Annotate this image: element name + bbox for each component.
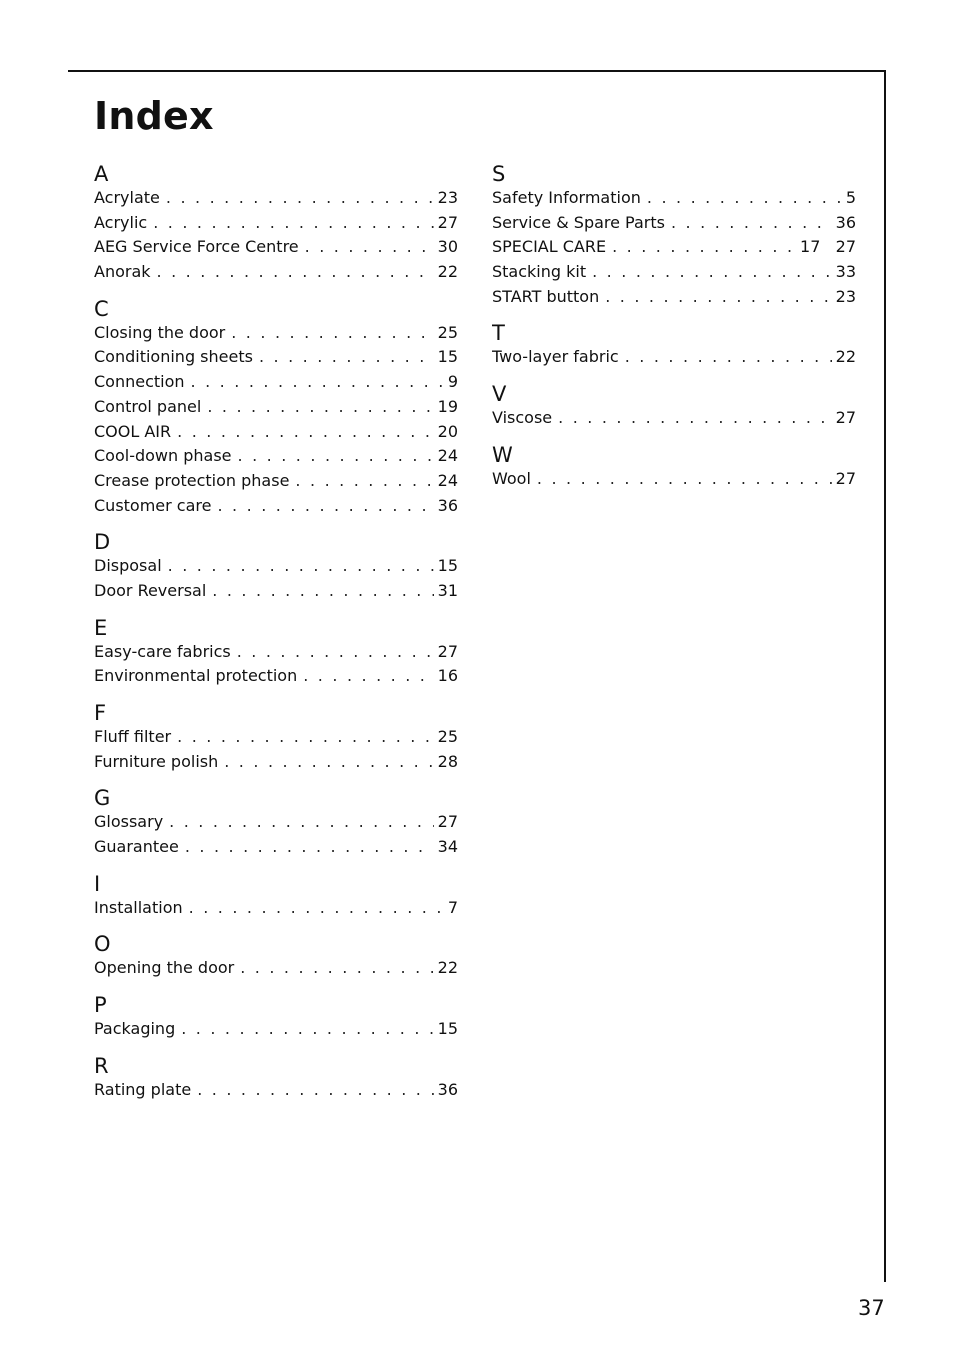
dot-leader [157, 260, 434, 285]
index-entry-page: 36 [437, 1079, 458, 1099]
index-entry-page: 36 [437, 495, 458, 515]
index-entry-page: 15 [437, 556, 458, 576]
dot-leader [558, 406, 832, 431]
index-entry [94, 896, 458, 921]
index-entry [94, 810, 458, 835]
index-entry [94, 370, 458, 395]
dot-leader [605, 285, 831, 310]
index-entry-page: 27 [437, 212, 458, 232]
index-entry-term: Fluff filter [94, 727, 172, 746]
index-letter-heading: E [94, 615, 108, 640]
dot-leader [177, 725, 434, 750]
index-entry-page: 24 [437, 446, 458, 466]
index-entry-term: Rating plate [94, 1079, 192, 1099]
dot-leader [625, 345, 832, 370]
index-entry [492, 260, 856, 285]
index-entry-page: 15 [437, 347, 458, 367]
dot-leader [259, 345, 434, 370]
index-entry-page: 15 [437, 1019, 458, 1039]
index-entry-term: Safety Information [492, 188, 641, 207]
index-entry-page: 22 [835, 347, 856, 367]
index-entry-term: Crease protection phase [94, 470, 290, 490]
index-entry-term: Guarantee [94, 837, 179, 857]
dot-leader [217, 494, 433, 519]
dot-leader [240, 956, 433, 981]
index-letter-heading: C [94, 296, 109, 321]
index-entry-term: Disposal [94, 556, 162, 576]
dot-leader [168, 554, 434, 579]
index-entry-page: 22 [437, 958, 458, 978]
index-entry-term: Connection [94, 372, 185, 392]
index-entry [492, 406, 856, 431]
index-entry-term: Anorak [94, 262, 151, 282]
index-entry-page: 22 [437, 262, 458, 282]
page-number: 37 [858, 1296, 885, 1320]
index-letter-heading: W [492, 442, 513, 467]
index-entry-page: 25 [437, 727, 458, 746]
right-rule [884, 70, 886, 1282]
index-entry [94, 345, 458, 370]
index-entry [94, 469, 458, 494]
index-entry-term: Packaging [94, 1019, 176, 1039]
index-entry [94, 494, 458, 519]
index-entry-term: Furniture polish [94, 751, 219, 771]
index-letter-heading: F [94, 701, 107, 725]
dot-leader [191, 370, 444, 395]
index-entry [94, 554, 458, 579]
index-entry [94, 835, 458, 860]
index-entry [94, 235, 458, 260]
dot-leader [197, 1078, 433, 1103]
dot-leader [237, 640, 434, 665]
dot-leader [231, 321, 433, 346]
index-entry-term: Two-layer fabric [492, 347, 619, 367]
index-letter-heading: D [94, 530, 111, 555]
index-letter-heading: I [94, 871, 101, 896]
index-entry-term: Cool-down phase [94, 446, 232, 466]
index-entry [94, 664, 458, 689]
index-entry-term: Wool [492, 468, 531, 488]
index-entry [94, 640, 458, 665]
dot-leader [185, 835, 434, 860]
index-entry [94, 1017, 458, 1042]
dot-leader [212, 579, 433, 604]
index-entry-term: Acrylic [94, 212, 148, 232]
index-entry-page: 23 [437, 188, 458, 207]
index-entry-term: Customer care [94, 495, 212, 515]
index-entry [492, 211, 856, 236]
index-entry-page: 20 [437, 421, 458, 441]
index-entry-term: Environmental protection [94, 666, 298, 686]
index-entry-term: Easy-care fabrics [94, 641, 231, 661]
index-entry-term: Service & Spare Parts [492, 212, 665, 232]
index-entry-term: AEG Service Force Centre [94, 237, 299, 257]
top-rule [68, 70, 886, 72]
index-entry [94, 260, 458, 285]
dot-leader [224, 750, 433, 775]
index-entry [492, 345, 856, 370]
index-column-left [94, 162, 458, 1103]
index-letter-heading: R [94, 1053, 109, 1078]
index-entry [94, 725, 458, 750]
index-entry [94, 444, 458, 469]
index-letter-heading: V [492, 382, 507, 407]
index-entry-page: 7 [447, 897, 458, 917]
index-entry-page: 27 [437, 641, 458, 661]
index-entry-term: Installation [94, 897, 183, 917]
index-entry-page: 27 [835, 468, 856, 488]
index-entry-term: Glossary [94, 812, 164, 832]
index-entry-page: 17 27 [800, 237, 856, 257]
dot-leader [537, 467, 832, 492]
page-title: Index [94, 94, 214, 138]
index-entry-page: 23 [835, 286, 856, 306]
index-entry-page: 31 [437, 580, 458, 600]
dot-leader [189, 896, 444, 921]
dot-leader [592, 260, 832, 285]
index-entry [94, 1078, 458, 1103]
dot-leader [177, 420, 434, 445]
dot-leader [207, 395, 433, 420]
dot-leader [295, 469, 433, 494]
index-entry-term: Closing the door [94, 322, 226, 342]
dot-leader [181, 1017, 433, 1042]
index-entry-page: 9 [447, 372, 458, 392]
index-entry [94, 321, 458, 346]
index-entry-term: Acrylate [94, 188, 160, 207]
index-entry [492, 285, 856, 310]
index-entry-page: 16 [437, 666, 458, 686]
index-entry-page: 24 [437, 470, 458, 490]
index-entry-page: 19 [437, 396, 458, 416]
index-entry-term: Opening the door [94, 958, 235, 978]
dot-leader [238, 444, 434, 469]
index-letter-heading: A [94, 162, 109, 186]
index-letter-heading: P [94, 993, 107, 1018]
index-letter-heading: S [492, 162, 506, 186]
index-entry-page: 30 [437, 237, 458, 257]
index-entry [492, 235, 856, 260]
index-entry-page: 36 [835, 212, 856, 232]
dot-leader [305, 235, 434, 260]
index-entry [492, 467, 856, 492]
dot-leader [303, 664, 433, 689]
index-entry [94, 956, 458, 981]
index-entry [94, 395, 458, 420]
dot-leader [153, 211, 433, 236]
index-entry-page: 27 [437, 812, 458, 832]
index-entry [94, 420, 458, 445]
index-entry-term: COOL AIR [94, 421, 172, 441]
dot-leader [612, 235, 796, 260]
index-entry-page: 25 [437, 322, 458, 342]
index-entry [94, 579, 458, 604]
index-entry-term: Viscose [492, 408, 553, 428]
index-entry [492, 186, 856, 211]
dot-leader [671, 211, 832, 236]
index-column-right [492, 162, 856, 492]
index-letter-heading: G [94, 786, 111, 811]
index-letter-heading: O [94, 932, 111, 957]
dot-leader [166, 186, 434, 211]
dot-leader [169, 810, 433, 835]
index-entry-page: 34 [437, 837, 458, 857]
index-entry-term: Door Reversal [94, 580, 207, 600]
index-entry-page: 27 [835, 408, 856, 428]
index-entry [94, 211, 458, 236]
index-entry-term: Stacking kit [492, 262, 587, 282]
index-entry-page: 28 [437, 751, 458, 771]
index-entry-page: 33 [835, 262, 856, 282]
index-entry [94, 750, 458, 775]
index-entry-term: Conditioning sheets [94, 347, 253, 367]
index-entry-term: SPECIAL CARE [492, 237, 607, 257]
dot-leader [647, 186, 842, 211]
index-entry-term: Control panel [94, 396, 202, 416]
index-letter-heading: T [492, 321, 505, 346]
index-entry [94, 186, 458, 211]
index-entry-page: 5 [845, 188, 856, 207]
index-entry-term: START button [492, 286, 600, 306]
